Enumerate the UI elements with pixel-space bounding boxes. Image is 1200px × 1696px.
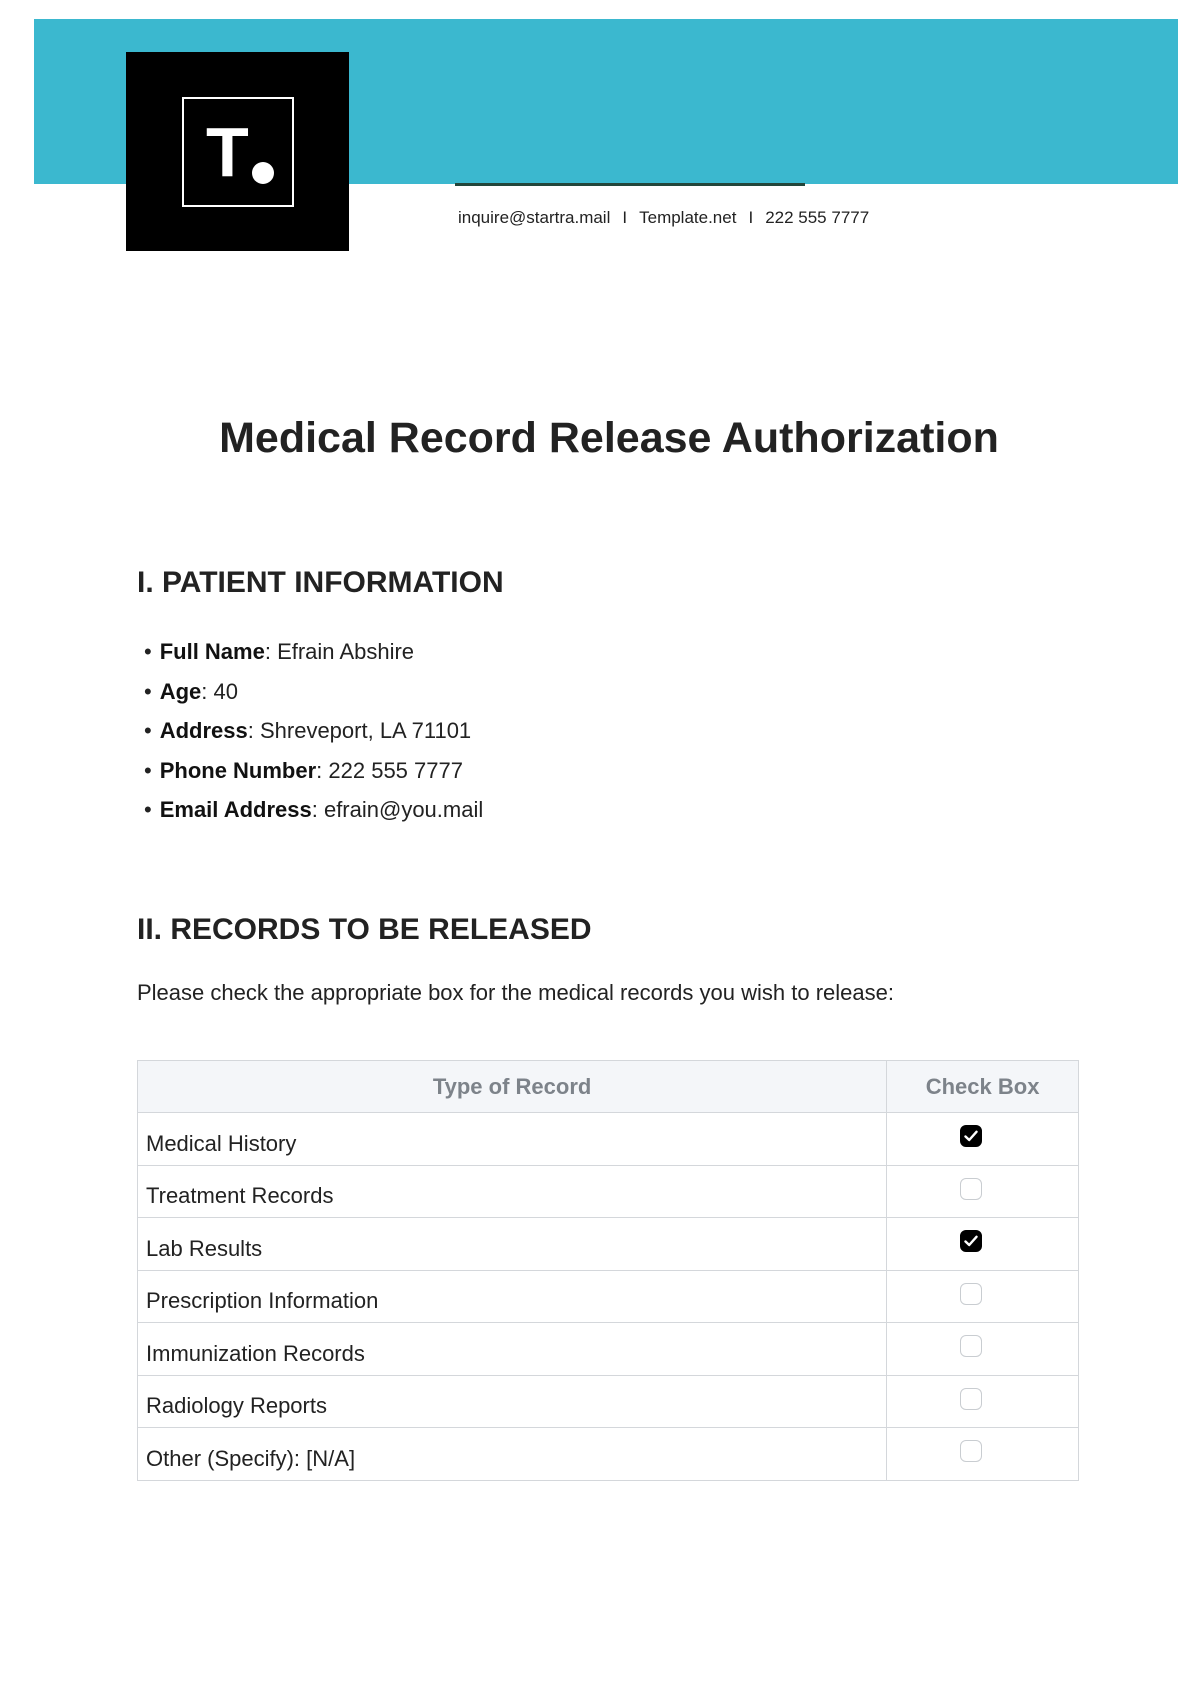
field-label: Address xyxy=(159,718,248,743)
field-value: : Shreveport, LA 71101 xyxy=(247,718,472,743)
checkmark-icon xyxy=(964,1235,978,1247)
checkbox-cell xyxy=(887,1113,1079,1166)
contact-website: Template.net xyxy=(639,208,737,227)
record-type: Prescription Information xyxy=(138,1270,887,1323)
logo-dot xyxy=(252,162,274,184)
checkbox-cell xyxy=(887,1323,1079,1376)
field-label: Age xyxy=(159,678,202,704)
checkbox-prescription-information[interactable] xyxy=(960,1283,982,1305)
table-header-row xyxy=(138,1061,1079,1113)
header-type-of-record: Type of Record xyxy=(138,1061,887,1113)
checkmark-icon xyxy=(964,1130,978,1142)
list-item-phone xyxy=(144,751,483,791)
list-item-email xyxy=(144,790,483,830)
table-row xyxy=(138,1375,1079,1428)
checkbox-lab-results[interactable] xyxy=(960,1230,982,1252)
contact-phone: 222 555 7777 xyxy=(765,208,870,227)
contact-info xyxy=(458,208,869,228)
record-type: Treatment Records xyxy=(138,1165,887,1218)
field-label: Email Address xyxy=(159,797,312,822)
table-row xyxy=(138,1323,1079,1376)
record-type: Lab Results xyxy=(138,1218,887,1271)
field-value: : Efrain Abshire xyxy=(264,639,415,664)
record-type: Immunization Records xyxy=(138,1323,887,1376)
field-value: : efrain@you.mail xyxy=(311,797,484,822)
record-type: Medical History xyxy=(138,1113,887,1166)
header-check-box: Check Box xyxy=(887,1061,1079,1113)
field-value: : 222 555 7777 xyxy=(316,757,463,783)
contact-separator: I xyxy=(622,208,628,227)
checkbox-medical-history[interactable] xyxy=(960,1125,982,1147)
checkbox-cell xyxy=(887,1218,1079,1271)
record-type: Radiology Reports xyxy=(138,1375,887,1428)
table-row xyxy=(138,1165,1079,1218)
checkbox-cell xyxy=(887,1428,1079,1481)
table-row xyxy=(138,1270,1079,1323)
company-logo xyxy=(126,52,349,251)
patient-info-heading: I. PATIENT INFORMATION xyxy=(137,566,504,599)
field-label: Phone Number xyxy=(159,757,317,783)
records-intro: Please check the appropriate box for the medical records you wish to release: xyxy=(137,980,894,1005)
logo-frame xyxy=(182,97,294,207)
list-item-full-name xyxy=(144,632,483,672)
checkbox-immunization-records[interactable] xyxy=(960,1335,982,1357)
record-type: Other (Specify): [N/A] xyxy=(138,1428,887,1481)
list-item-age xyxy=(144,672,483,712)
checkbox-cell xyxy=(887,1165,1079,1218)
contact-separator: I xyxy=(748,208,754,227)
checkbox-cell xyxy=(887,1270,1079,1323)
checkbox-treatment-records[interactable] xyxy=(960,1178,982,1200)
contact-email: inquire@startra.mail xyxy=(458,208,611,227)
table-row xyxy=(138,1428,1079,1481)
accent-line xyxy=(455,183,805,186)
records-heading: II. RECORDS TO BE RELEASED xyxy=(137,913,592,946)
document-title: Medical Record Release Authorization xyxy=(219,414,999,462)
checkbox-cell xyxy=(887,1375,1079,1428)
field-label: Full Name xyxy=(159,639,265,664)
table-row xyxy=(138,1218,1079,1271)
logo-letter: T xyxy=(206,113,249,191)
patient-info-list xyxy=(144,632,483,830)
checkbox-other[interactable] xyxy=(960,1440,982,1462)
records-table xyxy=(137,1060,1079,1481)
list-item-address xyxy=(144,711,483,751)
field-value: : 40 xyxy=(201,678,238,704)
checkbox-radiology-reports[interactable] xyxy=(960,1388,982,1410)
table-row xyxy=(138,1113,1079,1166)
